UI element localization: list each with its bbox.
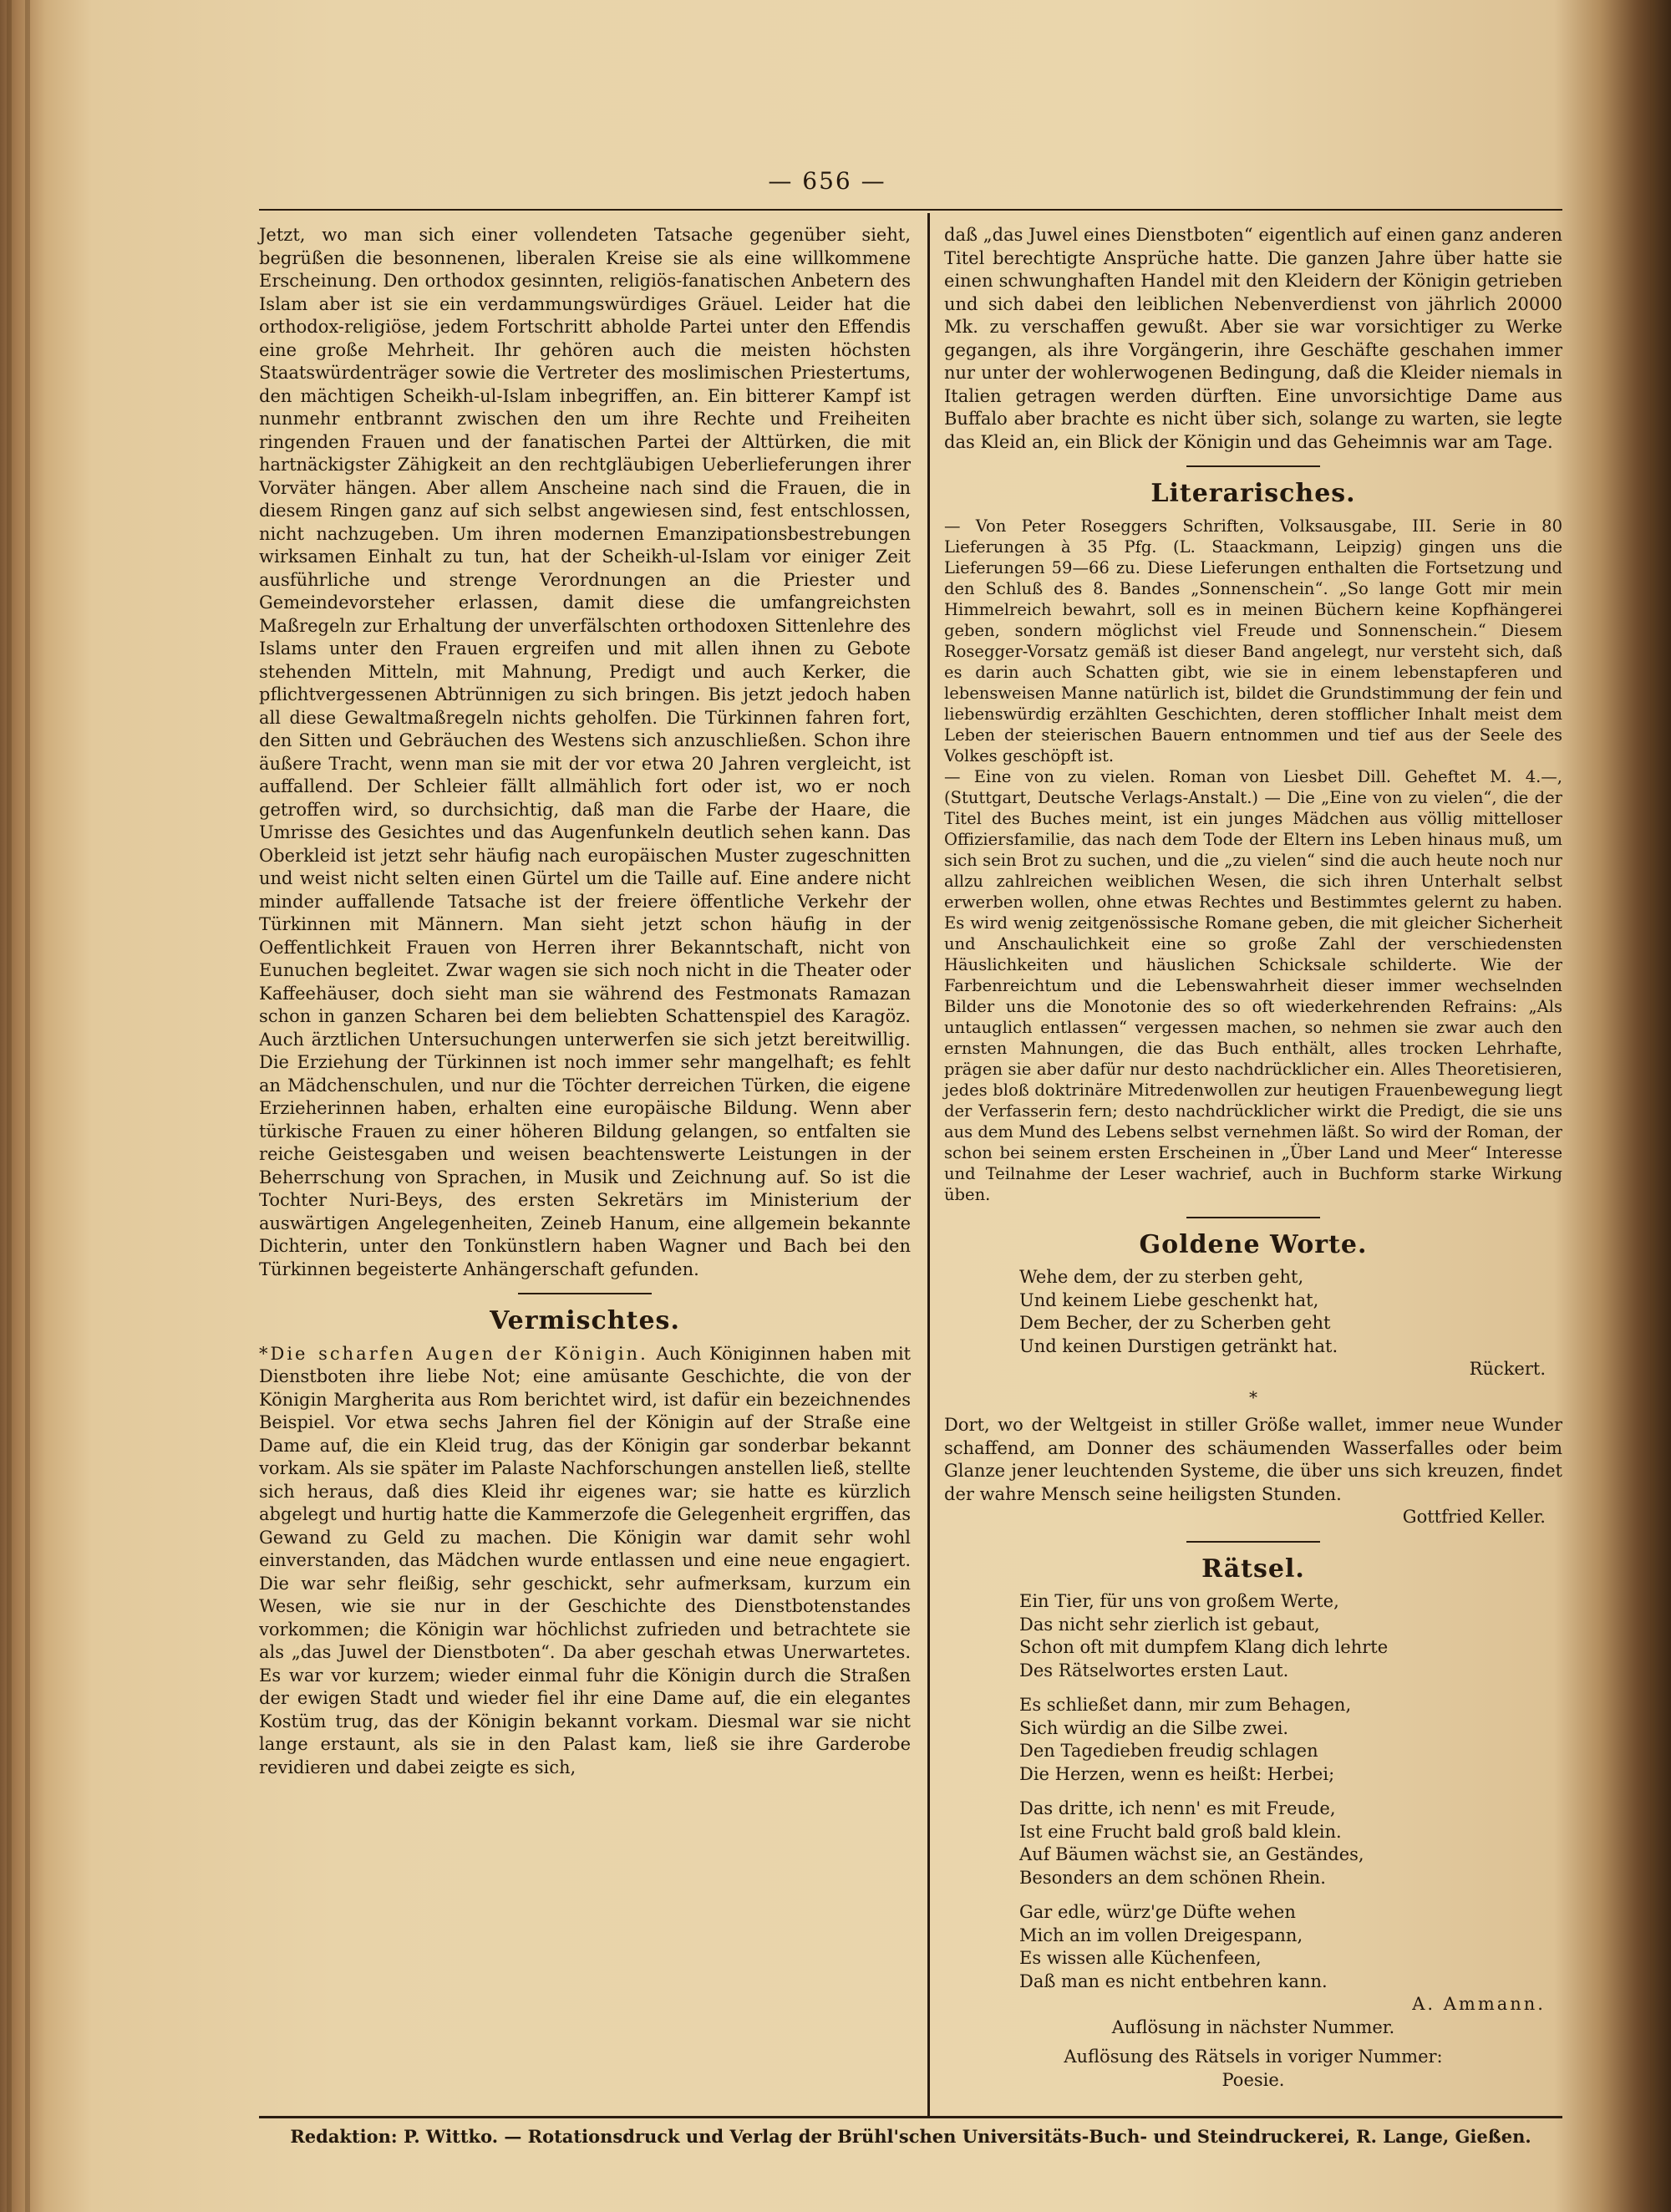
top-rule <box>259 209 1562 211</box>
newspaper-page <box>67 125 1587 2164</box>
solution-previous-label: Auflösung des Rätsels in voriger Nummer: <box>1064 2047 1443 2067</box>
section-heading-literature: Literarisches. <box>1150 479 1356 508</box>
footer-rule <box>259 2116 1562 2118</box>
section-heading-misc: Vermischtes. <box>490 1306 680 1335</box>
misc-item <box>259 1343 911 1780</box>
misc-continuation: daß „das Juwel eines Dienstboten“ eigentlich auf einen ganz anderen Titel berechtigte Ansprüche hatte. Die ganzen Jahre über hatte sie einen schwunghaften Handel mit den Kleidern der Königin getrieben und sich dabei den leiblichen Nebenverdienst von jährlich 20000 Mk. zu verschaffen gewußt. Aber sie war vorsichtiger zu Werke gegangen, als ihre Vorgängerin, ihre Geschäfte geschahen immer nur unter der wohlerwogenen Bedingung, daß die Kleider niemals in Italien getragen werden dürften. Eine unvorsichtige Dame aus Buffalo aber brachte es nicht über sich, solange zu warten, sie legte das Kleid an, ein Blick der Königin und das Geheimnis war am Tage. <box>944 225 1562 452</box>
riddle-line: Des Rätselwortes ersten Laut. <box>1019 1660 1289 1681</box>
column-divider <box>927 213 930 2118</box>
separator-star: * <box>1249 1386 1257 1407</box>
riddle-stanza-1 <box>1019 1590 1562 1682</box>
imprint-line: Redaktion: P. Wittko. — Rotationsdruck und Verlag der Brühl'schen Universitäts-Buch- und Steindruckerei, R. Lange, Gießen. <box>290 2126 1531 2147</box>
poem-rueckert <box>1019 1266 1562 1358</box>
quote-author: Gottfried Keller. <box>1402 1507 1546 1527</box>
literature-item-rosegger: — Von Peter Roseggers Schriften, Volksausgabe, III. Serie in 80 Lieferungen à 35 Pfg. (L. Staackmann, Leipzig) gingen uns die Lieferungen 59—66 zu. Diese Lieferungen enthalten die Fortsetzung und den Schluß des 8. Bandes „Sonnenschein“. „So lange Gott mir mein Himmelreich bewahrt, soll es in meinen Büchern keine Kopfhängerei geben, sondern möglichst viel Freude und Sonnenschein.“ Diesem Rosegger-Vorsatz gemäß ist dieser Band angelegt, nur versteht sich, daß es darin auch Schatten gibt, wie sie in einem lebenstapferen und lebensweisen Manne natürlich ist, bildet die Grundstimmung der fein und liebenswürdig erzählten Geschichten, deren stofflicher Inhalt meist dem Leben der steierischen Bauern entnommen und tief aus der Seele des Volkes geschöpft ist. <box>944 516 1562 765</box>
riddle-line: Den Tagedieben freudig schlagen <box>1019 1741 1318 1761</box>
page-number: — 656 — <box>768 167 886 195</box>
riddle-line: Es schließet dann, mir zum Behagen, <box>1019 1695 1352 1715</box>
riddle-line: Mich an im vollen Dreigespann, <box>1019 1925 1303 1945</box>
quote-keller: Dort, wo der Weltgeist in stiller Größe wallet, immer neue Wunder schaffend, am Donner des schäumenden Wasserfalles oder beim Glanze jener leuchtenden Systeme, die über uns sich kreuzen, findet der wahre Mensch seine heiligsten Stunden. <box>944 1415 1562 1504</box>
riddle-line: Das dritte, ich nenn' es mit Freude, <box>1019 1798 1336 1818</box>
riddle-line: Besonders an dem schönen Rhein. <box>1019 1867 1326 1888</box>
section-rule <box>518 1293 652 1294</box>
riddle-line: Gar edle, würz'ge Düfte wehen <box>1019 1902 1296 1922</box>
page-edge-left-2 <box>25 0 30 2212</box>
poem-line: Und keinen Durstigen getränkt hat. <box>1019 1335 1338 1356</box>
poem-line: Und keinem Liebe geschenkt hat, <box>1019 1289 1319 1310</box>
riddle-stanza-2 <box>1019 1694 1562 1786</box>
riddle-line: Die Herzen, wenn es heißt: Herbei; <box>1019 1763 1335 1784</box>
riddle-line: Sich würdig an die Silbe zwei. <box>1019 1717 1289 1738</box>
riddle-line: Ein Tier, für uns von großem Werte, <box>1019 1591 1339 1611</box>
riddle-line: Auf Bäumen wächst sie, an Geständes, <box>1019 1844 1364 1864</box>
page-edge-right <box>1650 0 1655 2212</box>
solution-next-note: Auflösung in nächster Nummer. <box>1111 2016 1395 2037</box>
poem-line: Dem Becher, der zu Scherben geht <box>1019 1313 1331 1333</box>
literature-item-dill: — Eine von zu vielen. Roman von Liesbet Dill. Geheftet M. 4.—, (Stuttgart, Deutsche Verlags-Anstalt.) — Die „Eine von zu vielen“, die der Titel des Buches meint, ist ein junges Mädchen aus völlig mittelloser Offiziersfamilie, das nach dem Tode der Eltern ins Leben hinaus muß, um sich sein Brot zu suchen, und die „zu vielen“ sind die auch heute noch nur allzu zahlreichen weiblichen Wesen, die sich ihren Unterhalt selbst erwerben wollen, ohne etwas Rechtes und Bestimmtes gelernt zu haben. Es wird wenig zeitgenössische Romane geben, die mit gleicher Sicherheit und Anschaulichkeit eine so große Zahl der verschiedensten Häuslichkeiten und häuslichen Schicksale schilderte. Wie der Farbenreichtum und die Lebenswahrheit dieser immer wechselnden Bilder uns die Monotonie des so oft wiederkehrenden Refrains: „Als untauglich entlassen“ vergessen machen, so nehmen sie zwar auch den ernsten Mahnungen, die das Buch enthält, alles trocken Lehrhafte, prägen sie aber dafür nur desto nachdrücklicher ein. Alles Theoretisieren, jedes bloß doktrinäre Mitredenwollen zur heutigen Frauenbewegung liegt der Verfasserin fern; desto nachdrücklicher wirkt die Predigt, die sie uns aus dem Mund des Lebens selbst vernehmen läßt. So wird der Roman, der schon bei seinem ersten Erscheinen in „Über Land und Meer“ Interesse und Teilnahme der Leser wachrief, auch in Buchform starke Wirkung üben. <box>944 766 1562 1204</box>
section-heading-golden-words: Goldene Worte. <box>1139 1229 1368 1259</box>
left-column <box>259 224 911 1779</box>
riddle-line: Daß man es nicht entbehren kann. <box>1019 1970 1328 1991</box>
section-rule <box>1186 1217 1320 1218</box>
section-heading-riddle: Rätsel. <box>1201 1553 1305 1584</box>
riddle-line: Es wissen alle Küchenfeen, <box>1019 1948 1262 1968</box>
riddle-stanza-4 <box>1019 1901 1562 1993</box>
riddle-line: Das nicht sehr zierlich ist gebaut, <box>1019 1614 1320 1635</box>
poem-author: Rückert. <box>1469 1359 1546 1379</box>
riddle-stanza-3 <box>1019 1798 1562 1889</box>
section-rule <box>1186 465 1320 467</box>
riddle-line: Ist eine Frucht bald groß bald klein. <box>1019 1821 1342 1842</box>
article-continuation: Jetzt, wo man sich einer vollendeten Tatsache gegenüber sieht, begrüßen die besonnenen, liberalen Kreise sie als eine willkommene Erscheinung. Den orthodox gesinnten, religiös-fanatischen Anbetern des Islam aber ist sie ein verdammungswürdiges Gräuel. Leider hat die orthodox-religiöse, jedem Fortschritt abholde Partei unter den Effendis eine große Mehrheit. Ihr gehören auch die meisten höchsten Staatswürdenträger sowie die Vertreter des moslimischen Priestertums, den mächtigen Scheikh-ul-Islam inbegriffen, an. Ein bitterer Kampf ist nunmehr entbrannt zwischen den um ihre Rechte und Freiheiten ringenden Frauen und der fanatischen Partei der Alttürken, die mit hartnäckigster Zähigkeit an den rechtgläubigen Ueberlieferungen ihrer Vorväter hängen. Aber allem Anscheine nach sind die Frauen, die in diesem Ringen ganz auf sich selbst angewiesen sind, fest entschlossen, nicht nachzugeben. Um ihren modernen Emanzipationsbestrebungen wirksamen Einhalt zu tun, hat der Scheikh-ul-Islam vor einiger Zeit ausführliche und strenge Verordnungen an die Priester und Gemeindevorsteher erlassen, damit diese die umfangreichsten Maßregeln zur Erhaltung der unverfälschten orthodoxen Sittenlehre des Islams unter den Frauen ergreifen und mit allen ihnen zu Gebote stehenden Mitteln, mit Mahnung, Predigt und auch Kerker, die pflichtvergessenen Abtrünnigen zu sich bringen. Bis jetzt jedoch haben all diese Gewaltmaßregeln nichts geholfen. Die Türkinnen fahren fort, den Sitten und Gebräuchen des Westens sich anzuschließen. Schon ihre äußere Tracht, wenn man sie mit der vor etwa 20 Jahren vergleicht, ist auffallend. Der Schleier fällt allmählich fort oder ist, wo er noch getroffen wird, so durchsichtig, daß man die Farbe der Haare, die Umrisse des Gesichtes und das Augenfunkeln deutlich sehen kann. Das Oberkleid ist jetzt sehr häufig nach europäischen Muster zugeschnitten und weist nicht selten einen Gürtel um die Taille auf. Eine andere nicht minder auffallende Tatsache ist der freiere öffentliche Verkehr der Türkinnen mit Männern. Man sieht jetzt schon häufig in der Oeffentlichkeit Frauen von Herren ihrer Bekanntschaft, nicht von Eunuchen begleitet. Zwar wagen sie sich noch nicht in die Theater oder Kaffeehäuser, doch sieht man sie während des Festmonats Ramazan schon in ganzen Scharen bei dem beliebten Schattenspiel des Karagöz. Auch ärztlichen Untersuchungen unterwerfen sie sich jetzt bereitwillig. Die Erziehung der Türkinnen ist noch immer sehr mangelhaft; es fehlt an Mädchenschulen, und nur die Töchter derreichen Türken, die eigene Erzieherinnen haben, erhalten eine europäische Bildung. Wenn aber türkische Frauen zu einer höheren Bildung gelangen, so entfalten sie reiche Geistesgaben und weisen beachtenswerte Leistungen in der Beherrschung von Sprachen, in Musik und Zeichnung auf. So ist die Tochter Nuri-Beys, des ersten Sekretärs im Ministerium der auswärtigen Angelegenheiten, Zeineb Hanum, eine allgemein bekannte Dichterin, unter den Tonkünstlern haben Wagner und Bach bei den Türkinnen begeisterte Anhängerschaft gefunden. <box>259 225 911 1279</box>
solution-previous-word: Poesie. <box>1222 2069 1285 2090</box>
section-rule <box>1186 1541 1320 1543</box>
poem-line: Wehe dem, der zu sterben geht, <box>1019 1267 1304 1287</box>
page-edge-left <box>7 0 12 2212</box>
right-column <box>944 224 1562 2092</box>
misc-item-title: *Die scharfen Augen der Königin. <box>259 1343 648 1364</box>
misc-item-body: Auch Königinnen haben mit Dienstboten ihre liebe Not; eine amüsante Geschichte, die von der Königin Margherita aus Rom berichtet wird, ist dafür ein bezeichnendes Beispiel. Vor etwa sechs Jahren fiel der Königin auf der Straße eine Dame auf, die ein Kleid trug, das der Königin gar sonderbar bekannt vorkam. Als sie später im Palaste Nachforschungen anstellen ließ, stellte sich heraus, daß dies Kleid ihr eigenes war; sie hatte es kürzlich abgelegt und hurtig hatte die Kammerzofe die Gelegenheit ergriffen, das Gewand zu Geld zu machen. Die Königin war damit sehr wohl einverstanden, das Mädchen wurde entlassen und eine neue engagiert. Die war sehr fleißig, sehr geschickt, sehr aufmerksam, kurzum ein Wesen, wie sie nur in der Geschichte des Dienstbotenstandes vorkommen; die Königin war höchlichst zufrieden und betrachtete sie als „das Juwel der Dienstboten“. Da aber geschah etwas Unerwartetes. Es war vor kurzem; wieder einmal fuhr die Königin durch die Straßen der ewigen Stadt und wieder fiel ihr eine Dame auf, die ein elegantes Kostüm trug, das der Königin bekannt vorkam. Diesmal war sie nicht lange erstaunt, als sie in den Palast kam, ließ sie ihre Garderobe revidieren und dabei zeigte es sich, <box>259 1343 911 1777</box>
riddle-author: A. Ammann. <box>1412 1994 1546 2014</box>
riddle-line: Schon oft mit dumpfem Klang dich lehrte <box>1019 1637 1389 1657</box>
